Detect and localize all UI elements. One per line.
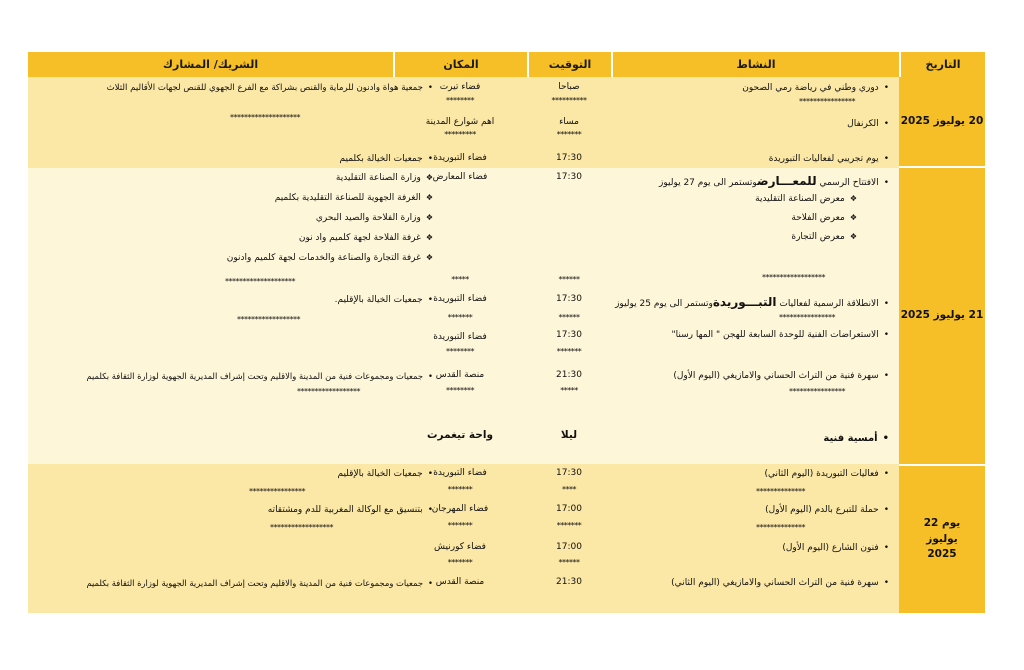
stars: *******	[556, 347, 582, 356]
stars: ****	[562, 485, 576, 494]
program-table	[28, 52, 985, 613]
stars: ****************	[799, 97, 855, 106]
stars: ****************	[249, 487, 305, 496]
day3-activity-4: • سهرة فنية من التراث الحساني والامازيغي (اليوم الثاني)	[671, 579, 889, 588]
stars: ****************	[789, 387, 845, 396]
header-place: المكان	[393, 52, 527, 77]
stars: ******	[558, 313, 580, 322]
day2-show-place: فضاء التبوريدة	[433, 332, 487, 342]
day1-place-1: فضاء تيرت	[439, 82, 481, 92]
day2-tbourida-place: فضاء التبوريدة	[433, 294, 487, 304]
day2-opening-partner: ❖ وزارة الصناعة التقليدية	[336, 174, 433, 183]
day2-opening-partner: ❖ غرفة التجارة والصناعة والخدمات لجهة كلميم وادنون	[227, 254, 433, 263]
day3-time-3: 17:00	[556, 542, 582, 552]
day3-place-1: فضاء التبوريدة	[433, 468, 487, 478]
day3-place-3: فضاء كورنيش	[434, 542, 486, 552]
stars: *********	[444, 130, 476, 139]
day1-activity-2: • الكرنفال	[847, 120, 889, 129]
stars: ******************	[237, 315, 300, 324]
day1-partner-1: • جمعية هواة وادنون للرماية والقنص بشراكة مع الفرع الجهوي للقنص لجهات الأقاليم الثلاث	[107, 84, 433, 93]
day1-date: 20 يوليوز 2025	[899, 77, 985, 168]
day3-activity-1: • فعاليات التبوريدة (اليوم الثاني)	[765, 470, 889, 479]
day1-time-3: 17:30	[556, 153, 582, 163]
day2-tbourida-partner: • جمعيات الخيالة بالإقليم.	[335, 296, 433, 305]
day1-place-2: اهم شوارع المدينة	[425, 117, 495, 127]
day2-opening-partner: ❖ الغرفة الجهوية للصناعة التقليدية بكلميم	[275, 194, 433, 203]
stars: *****	[451, 275, 469, 284]
day3-partner-4: • جمعيات ومجموعات فنية من المدينة والاقليم وتحت إشراف المديرية الجهوية لوزارة الثقافة بكلميم	[86, 579, 433, 587]
stars: *******	[447, 558, 473, 567]
stars: ******************	[297, 387, 360, 396]
day1-partner-3: • جمعيات الخيالة بكلميم	[339, 155, 433, 164]
header-activity: النشاط	[611, 52, 899, 77]
day3-place-2: فضاء المهرجان	[431, 504, 489, 514]
day2-opening-partner: ❖ وزارة الفلاحة والصيد البحري	[316, 214, 433, 223]
stars: **************	[756, 523, 805, 532]
day3-place-4: منصة القدس	[435, 577, 485, 587]
stars: *******	[556, 130, 582, 139]
stars: ********	[446, 347, 474, 356]
stars: *******	[447, 485, 473, 494]
stars: *******	[447, 521, 473, 530]
day2-opening-time: 17:30	[556, 172, 582, 182]
day1-place-3: فضاء التبوريدة	[433, 153, 487, 163]
stars: ******	[558, 275, 580, 284]
stars: ****************	[779, 313, 835, 322]
stars: ********************	[225, 277, 295, 286]
day3-partner-1: • جمعيات الخيالة بالإقليم	[337, 470, 433, 479]
day2-opening-subitem: ❖ معرض التجارة	[791, 233, 857, 242]
day1-time-1: صباحا	[558, 82, 580, 92]
stars: ********************	[230, 113, 300, 122]
day2-evening-activity: • أمسية فنية	[823, 434, 889, 444]
day2-evening-time: ليلا	[560, 429, 578, 441]
stars: ********	[446, 386, 474, 395]
day1-time-2: مساء	[559, 117, 579, 127]
day2-opening-place: فضاء المعارض	[432, 172, 488, 182]
day3-partner-2: • بتنسيق مع الوكالة المغربية للدم ومشتقاته	[268, 506, 433, 515]
stars: *******	[556, 521, 582, 530]
day1-activity-3: • يوم تجريبي لفعاليات التبوريدة	[769, 155, 889, 164]
header-date: التاريخ	[899, 52, 985, 77]
day2-opening-subitem: ❖ معرض الفلاحة	[791, 214, 857, 223]
day2-show-activity: • الاستعراضات الفنية للوحدة السابعة للهجن " المها رسنا"	[672, 331, 890, 340]
header-partner: الشريك/ المشارك	[28, 52, 393, 77]
stars: **********	[551, 96, 587, 105]
stars: ******	[558, 558, 580, 567]
day2-evening-place: واحة تيغمرت	[427, 429, 493, 441]
day2-opening-partner: ❖ غرفة الفلاحة لجهة كلميم واد نون	[299, 234, 433, 243]
stars: ********	[446, 96, 474, 105]
day2-date: 21 يوليوز 2025	[899, 168, 985, 464]
day2-opening-activity: • الافتتاح الرسمي للمعـــارضوتستمر الى يوم 27 يوليوز	[659, 175, 889, 188]
day3-time-4: 21:30	[556, 577, 582, 587]
day2-heritage-time: 21:30	[556, 370, 582, 380]
stars: *****	[560, 386, 578, 395]
day1-activity-1: • دوري وطني في رياضة رمي الصحون	[742, 84, 889, 93]
day2-heritage-place: منصة القدس	[435, 370, 485, 380]
stars: ******************	[270, 523, 333, 532]
stars: ******************	[762, 273, 825, 282]
day3-activity-3: • فنون الشارع (اليوم الأول)	[782, 544, 889, 553]
stars: *******	[447, 313, 473, 322]
day3-date: يوم 22 يوليوز 2025	[899, 464, 985, 613]
day3-time-2: 17:00	[556, 504, 582, 514]
header-time: التوقيت	[527, 52, 611, 77]
day2-opening-subitem: ❖ معرض الصناعة التقليدية	[755, 195, 857, 204]
day2-show-time: 17:30	[556, 330, 582, 340]
day2-tbourida-activity: • الانطلاقة الرسمية لفعاليات التبـــوريدةوتستمر الى يوم 25 يوليوز	[615, 296, 889, 309]
day2-heritage-activity: • سهرة فنية من التراث الحساني والامازيغي (اليوم الأول)	[673, 372, 889, 381]
stars: **************	[756, 487, 805, 496]
day3-time-1: 17:30	[556, 468, 582, 478]
day2-heritage-partner: • جمعيات ومجموعات فنية من المدينة والاقليم وتحت إشراف المديرية الجهوية لوزارة الثقافة بكلميم	[86, 372, 433, 380]
day2-tbourida-time: 17:30	[556, 294, 582, 304]
day3-activity-2: • حملة للتبرع بالدم (اليوم الأول)	[765, 506, 889, 515]
